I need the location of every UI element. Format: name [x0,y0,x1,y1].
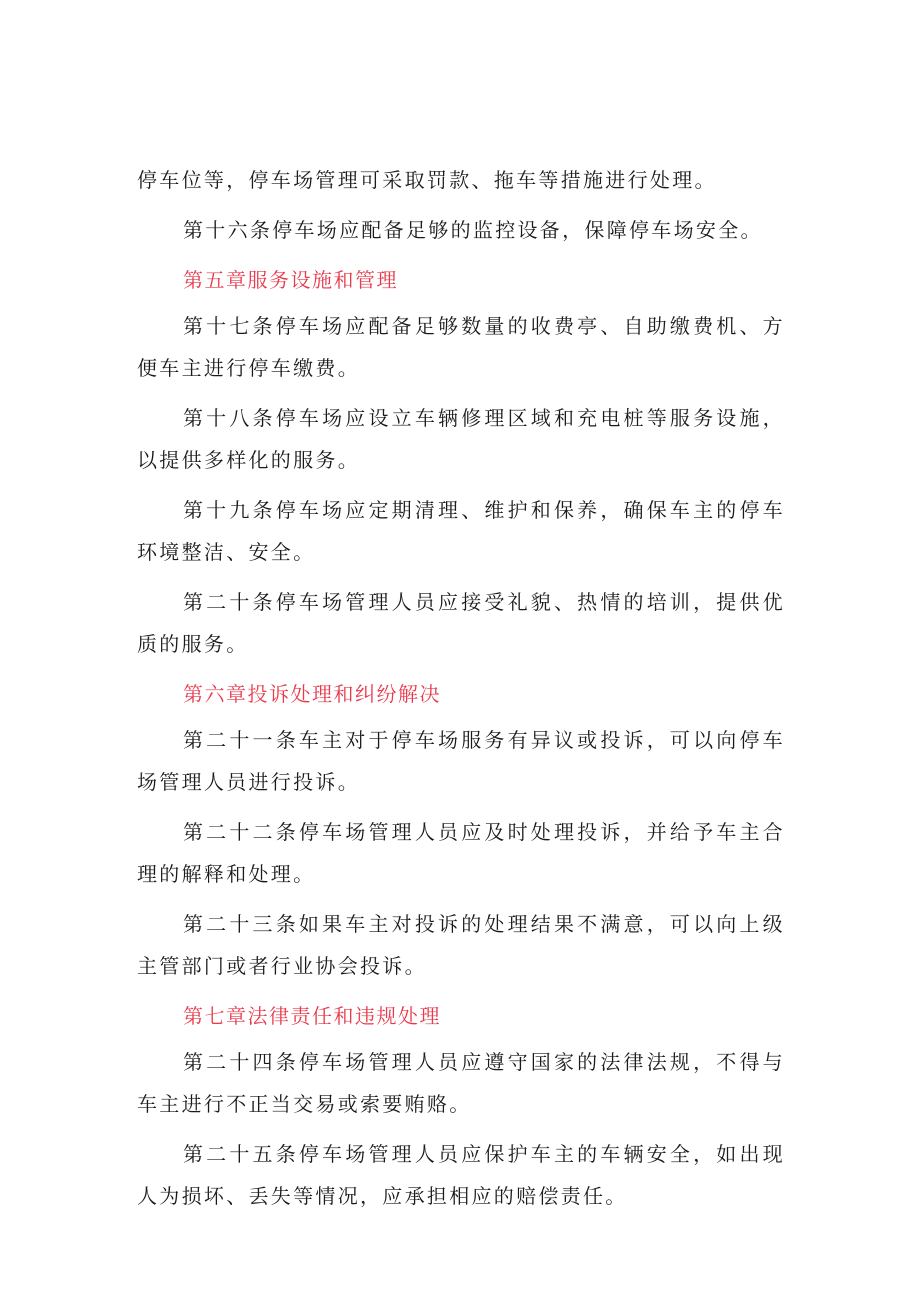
article-21: 第二十一条车主对于停车场服务有异议或投诉，可以向停车场管理人员进行投诉。 [137,728,785,794]
article-23: 第二十三条如果车主对投诉的处理结果不满意，可以向上级主管部门或者行业协会投诉。 [137,912,785,978]
article-25: 第二十五条停车场管理人员应保护车主的车辆安全，如出现人为损坏、丢失等情况，应承担相应的赔偿责任。 [137,1142,785,1208]
article-18: 第十八条停车场应设立车辆修理区域和充电桩等服务设施，以提供多样化的服务。 [137,406,785,472]
article-16: 第十六条停车场应配备足够的监控设备，保障停车场安全。 [183,218,763,242]
chapter-6-heading: 第六章投诉处理和纠纷解决 [183,682,441,706]
document-body [137,159,785,1225]
article-17: 第十七条停车场应配备足够数量的收费亭、自助缴费机、方便车主进行停车缴费。 [137,314,785,380]
chapter-7-heading: 第七章法律责任和违规处理 [183,1004,441,1028]
article-22: 第二十二条停车场管理人员应及时处理投诉，并给予车主合理的解释和处理。 [137,820,785,886]
article-24: 第二十四条停车场管理人员应遵守国家的法律法规，不得与车主进行不正当交易或索要贿赂。 [137,1050,785,1116]
paragraph-continuation: 停车位等，停车场管理可采取罚款、拖车等措施进行处理。 [137,168,717,192]
article-20: 第二十条停车场管理人员应接受礼貌、热情的培训，提供优质的服务。 [137,590,785,656]
article-19: 第十九条停车场应定期清理、维护和保养，确保车主的停车环境整洁、安全。 [137,498,785,564]
chapter-5-heading: 第五章服务设施和管理 [183,268,398,292]
